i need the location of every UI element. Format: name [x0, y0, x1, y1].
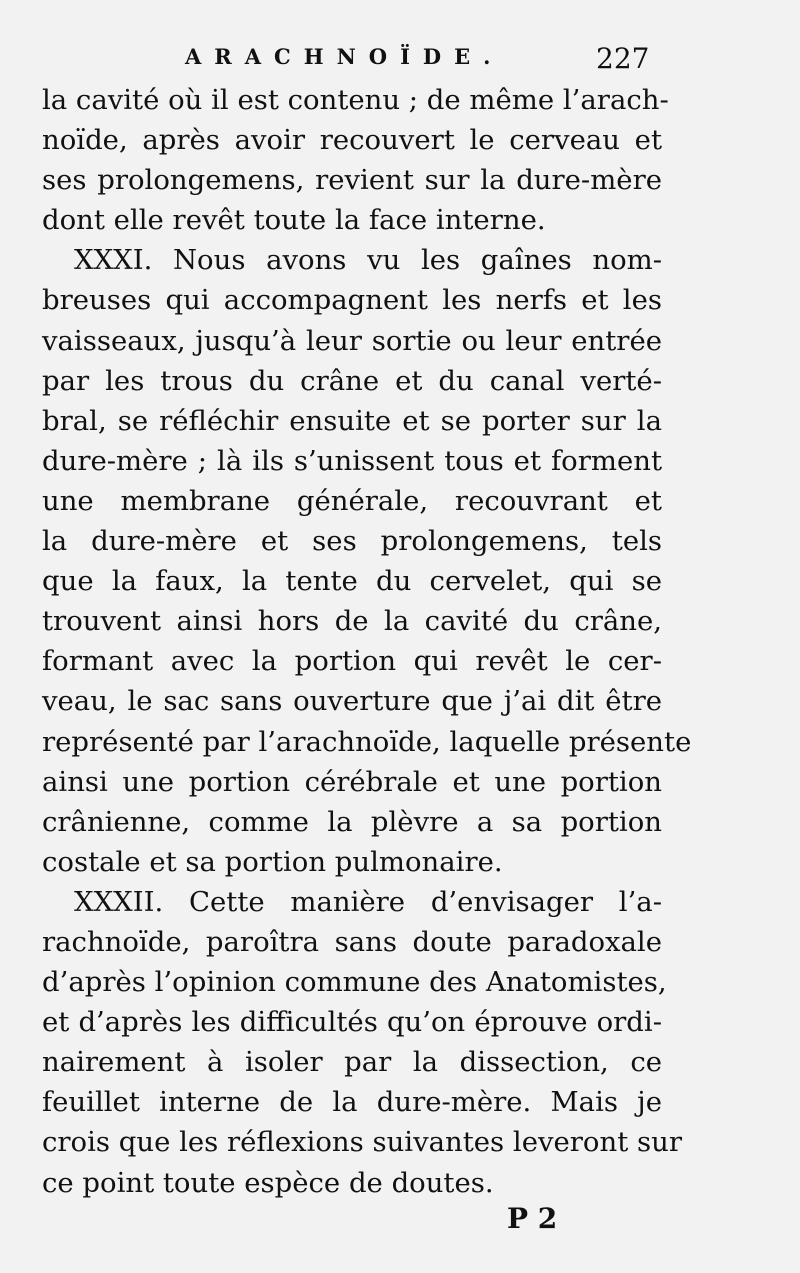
text-line: la dure-mère et ses prolongemens, tels: [42, 525, 662, 558]
text-line: nairement à isoler par la dissection, ce: [42, 1046, 662, 1079]
text-line: trouvent ainsi hors de la cavité du crâne,: [42, 605, 662, 638]
text-line: d’après l’opinion commune des Anatomistes,: [42, 966, 667, 999]
text-line: une membrane générale, recouvrant et: [42, 484, 662, 517]
text-line: vaisseaux, jusqu’à leur sortie ou leur entrée: [42, 324, 662, 357]
text-line: et d’après les difficultés qu’on éprouve ordi-: [42, 1006, 662, 1039]
text-line: dure-mère ; là ils s’unissent tous et forment: [42, 444, 662, 477]
text-line: crois que les réflexions suivantes leveront sur: [42, 1126, 682, 1159]
text-line: bral, se réfléchir ensuite et se porter sur la: [42, 404, 662, 437]
text-line: breuses qui accompagnent les nerfs et les: [42, 284, 662, 317]
page-number: 227: [596, 42, 650, 75]
text-line: ses prolongemens, revient sur la dure-mère: [42, 164, 662, 197]
text-line: que la faux, la tente du cervelet, qui se: [42, 565, 662, 598]
text-line: par les trous du crâne et du canal verté-: [42, 364, 662, 397]
text-line: veau, le sac sans ouverture que j’ai dit être: [42, 685, 662, 718]
text-line: costale et sa portion pulmonaire.: [42, 845, 503, 878]
section-start-line: XXXI. Nous avons vu les gaînes nom-: [74, 244, 662, 277]
text-line: formant avec la portion qui revêt le cer-: [42, 645, 662, 678]
text-line: dont elle revêt toute la face interne.: [42, 204, 546, 237]
body-text: [42, 80, 692, 1203]
page-header: [0, 40, 800, 80]
text-line: crânienne, comme la plèvre a sa portion: [42, 805, 662, 838]
text-line: la cavité où il est contenu ; de même l’arach-: [42, 84, 669, 116]
text-line: ce point toute espèce de doutes.: [42, 1166, 494, 1199]
text-line: feuillet interne de la dure-mère. Mais je: [42, 1086, 662, 1119]
section-start-line: XXXII. Cette manière d’envisager l’a-: [74, 885, 662, 918]
running-title: ARACHNOÏDE.: [185, 44, 504, 69]
text-line: ainsi une portion cérébrale et une portion: [42, 765, 662, 798]
text-line: représenté par l’arachnoïde, laquelle présente: [42, 725, 692, 758]
text-line: rachnoïde, paroîtra sans doute paradoxale: [42, 925, 662, 958]
text-line: noïde, après avoir recouvert le cerveau et: [42, 124, 662, 157]
signature-mark: P 2: [507, 1202, 558, 1235]
